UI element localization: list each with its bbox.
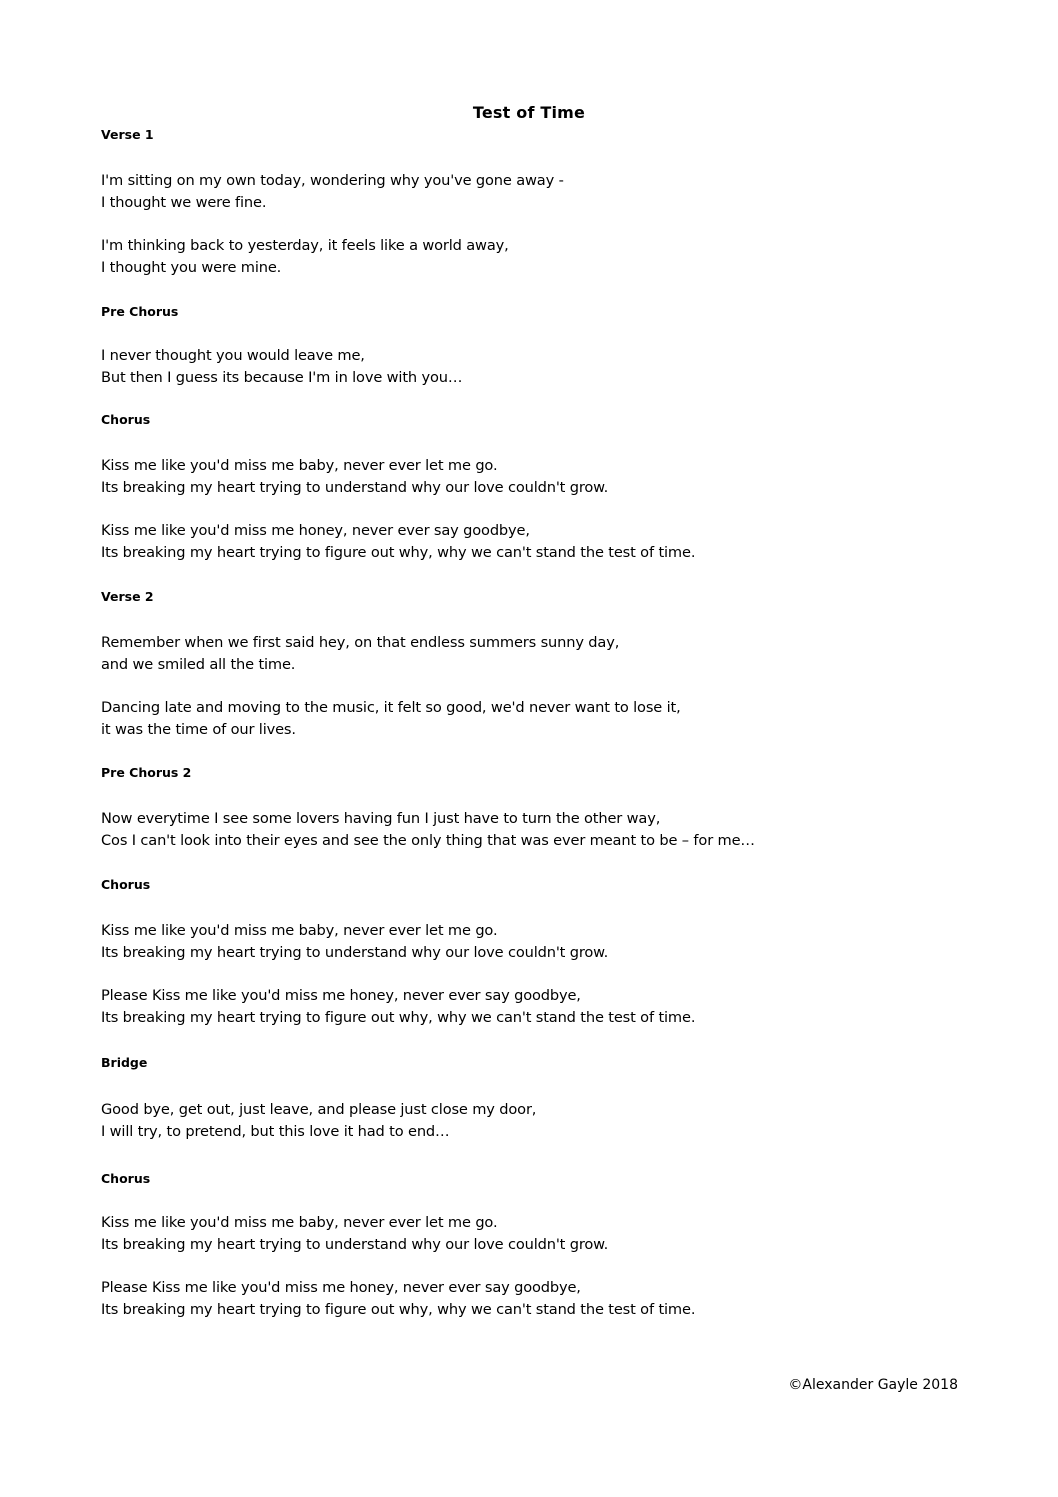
lyric-line: Now everytime I see some lovers having fun I just have to turn the other way, [101, 810, 661, 827]
lyric-stanza [101, 632, 619, 676]
lyric-stanza [101, 345, 462, 389]
lyric-stanza [101, 1212, 608, 1256]
lyric-stanza [101, 1099, 536, 1143]
song-title: Test of Time [472, 103, 586, 122]
lyric-line: Its breaking my heart trying to understand why our love couldn't grow. [101, 1236, 609, 1253]
lyric-stanza [101, 697, 681, 741]
lyric-line: I never thought you would leave me, [101, 347, 365, 364]
lyric-line: I will try, to pretend, but this love it had to end… [101, 1123, 450, 1140]
lyric-stanza [101, 455, 608, 499]
lyric-line: it was the time of our lives. [101, 721, 296, 738]
lyric-line: I thought we were fine. [101, 194, 267, 211]
lyric-stanza [101, 920, 608, 964]
lyric-stanza [101, 985, 695, 1029]
lyric-line: Kiss me like you'd miss me baby, never ever let me go. [101, 922, 498, 939]
copyright-notice: ©Alexander Gayle 2018 [788, 1377, 958, 1393]
lyric-line: I'm sitting on my own today, wondering why you've gone away - [101, 172, 564, 189]
lyric-line: Its breaking my heart trying to figure out why, why we can't stand the test of time. [101, 1009, 696, 1026]
lyric-stanza [101, 808, 755, 852]
lyric-line: Dancing late and moving to the music, it felt so good, we'd never want to lose it, [101, 699, 681, 716]
lyric-line: Good bye, get out, just leave, and please just close my door, [101, 1101, 537, 1118]
lyric-line: But then I guess its because I'm in love with you… [101, 369, 463, 386]
lyric-line: Cos I can't look into their eyes and see the only thing that was ever meant to be – for me… [101, 832, 755, 849]
lyric-line: Kiss me like you'd miss me baby, never ever let me go. [101, 1214, 498, 1231]
section-heading-chorus: Chorus [101, 877, 151, 892]
section-heading-chorus: Chorus [101, 1171, 151, 1186]
section-heading-bridge: Bridge [101, 1055, 148, 1070]
lyric-line: and we smiled all the time. [101, 656, 296, 673]
lyric-line: Please Kiss me like you'd miss me honey, never ever say goodbye, [101, 1279, 581, 1296]
lyric-line: I thought you were mine. [101, 259, 282, 276]
lyric-stanza [101, 1277, 695, 1321]
lyric-line: Please Kiss me like you'd miss me honey, never ever say goodbye, [101, 987, 581, 1004]
section-heading-chorus: Chorus [101, 412, 151, 427]
lyric-line: Its breaking my heart trying to figure out why, why we can't stand the test of time. [101, 1301, 696, 1318]
lyric-line: I'm thinking back to yesterday, it feels like a world away, [101, 237, 509, 254]
lyric-line: Its breaking my heart trying to understand why our love couldn't grow. [101, 479, 609, 496]
section-heading-pre-chorus: Pre Chorus [101, 304, 179, 319]
section-heading-verse-2: Verse 2 [101, 589, 154, 604]
lyric-stanza [101, 520, 695, 564]
lyric-line: Kiss me like you'd miss me baby, never ever let me go. [101, 457, 498, 474]
lyric-stanza [101, 235, 509, 279]
lyric-line: Its breaking my heart trying to understand why our love couldn't grow. [101, 944, 609, 961]
lyric-line: Its breaking my heart trying to figure out why, why we can't stand the test of time. [101, 544, 696, 561]
section-heading-pre-chorus-2: Pre Chorus 2 [101, 765, 192, 780]
lyric-stanza [101, 170, 564, 214]
section-heading-verse-1: Verse 1 [101, 127, 154, 142]
lyric-line: Remember when we first said hey, on that endless summers sunny day, [101, 634, 620, 651]
lyric-line: Kiss me like you'd miss me honey, never ever say goodbye, [101, 522, 530, 539]
